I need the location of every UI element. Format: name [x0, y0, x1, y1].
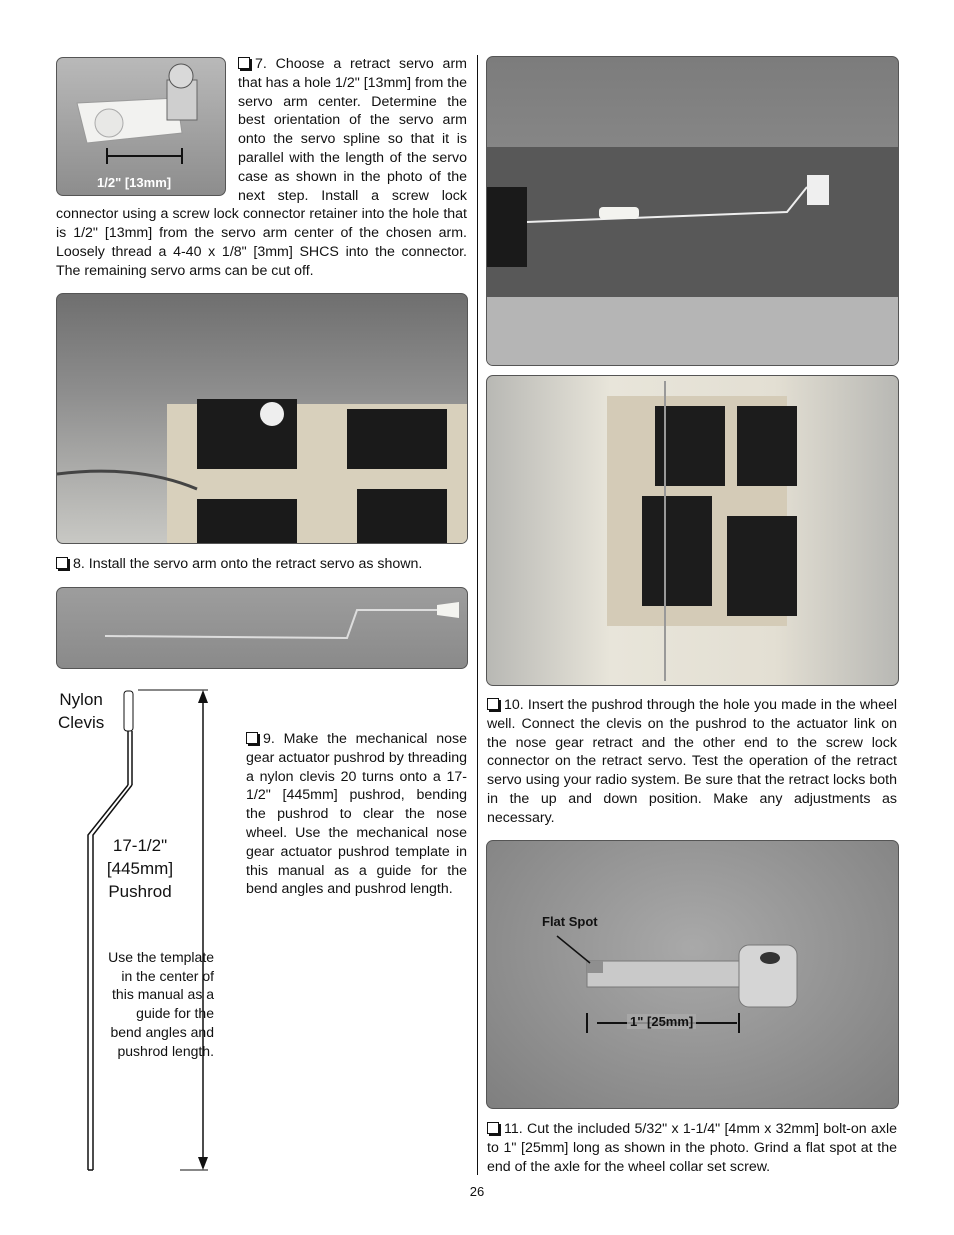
step7-body: 7. Choose a retract servo arm that has a hole 1/2" [13mm] from the servo arm center. Determine the best orientation of the servo arm onto the servo spline so that it is parallel with the length of the servo case as shown in the photo of the next step. Install a screw lock connector using a screw lock connector retainer into the hole that is 1/2" [13mm] from the servo arm center of the chosen arm. Loosely thread a 4-40 x 1/8" [3mm] SHCS into the connector. The remaining servo arms can be cut off. [56, 56, 468, 279]
step11-body: 11. Cut the included 5/32" x 1-1/4" [4mm x 32mm] bolt-on axle to 1" [25mm] long as shown in the photo. Grind a flat spot at the end of the axle for the wheel collar set screw. [487, 1121, 897, 1175]
wheel-well-photo [486, 375, 899, 686]
page-number: 26 [469, 1184, 485, 1199]
pushrod-template-diagram [80, 685, 220, 1175]
step11-checkbox[interactable] [487, 1122, 499, 1134]
step7-text [56, 55, 467, 281]
step10-checkbox[interactable] [487, 698, 499, 710]
step7-checkbox[interactable] [238, 57, 250, 69]
pushrod-label-line2: [445mm] [106, 859, 174, 878]
step8-checkbox[interactable] [56, 557, 68, 569]
step8-body: 8. Install the servo arm onto the retract servo as shown. [73, 556, 423, 572]
template-note: Use the template in the center of this manual as a guide for the bend angles and pushrod length. [108, 949, 214, 1059]
clevis-label-line2: Clevis [58, 713, 105, 732]
step9-body: 9. Make the mechanical nose gear actuator pushrod by threading a nylon clevis 20 turns onto a 17-1/2" [445mm] pushrod, bending the pushrod to clear the nose wheel. Use the mechanical nose gear actuator pushrod template in this manual as a guide for the bend angles and pushrod length. [246, 731, 467, 898]
photo-label-13mm: 1/2" [13mm] [97, 175, 172, 190]
clevis-label [58, 688, 104, 734]
pushrod-label [100, 834, 180, 903]
axle-length-label: 1" [25mm] [627, 1014, 696, 1029]
step9-checkbox[interactable] [246, 732, 258, 744]
servo-tray-photo [56, 293, 468, 544]
column-divider [477, 55, 478, 1175]
fuselage-pushrod-photo [486, 56, 899, 366]
pushrod-photo [56, 587, 468, 669]
step9-text [246, 730, 467, 899]
step8-text [56, 555, 467, 574]
step11-text [487, 1120, 897, 1176]
step10-body: 10. Insert the pushrod through the hole you made in the wheel well. Connect the clevis on the pushrod to the actuator link on the nose gear retract and the other end to the screw lock connector on the retract servo. Test the operation of the retract servo using your radio system. Be sure that the retract locks both in the up and down position. Make any adjustments as necessary. [487, 697, 897, 826]
clevis-label-line1: Nylon [59, 690, 103, 709]
pushrod-label-line3: Pushrod [108, 882, 172, 901]
axle-photo [486, 840, 899, 1109]
flat-spot-label: Flat Spot [542, 914, 598, 929]
pushrod-label-line1: 17-1/2" [112, 836, 168, 855]
step10-text [487, 696, 897, 828]
